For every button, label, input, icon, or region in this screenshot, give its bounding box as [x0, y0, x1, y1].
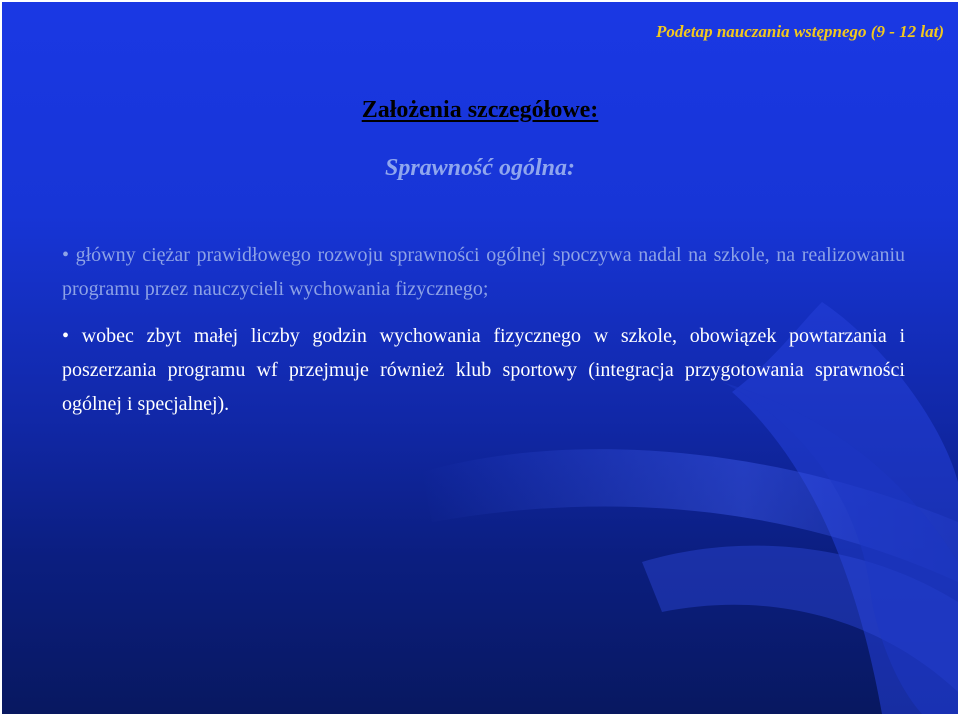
bullet-text: wobec zbyt małej liczby godzin wychowania fizycznego w szkole, obowiązek powtarzania i poszerzania programu wf przejmuje również klub sportowy (integracja przygotowania sprawności ogólnej i specjalnej).	[62, 325, 905, 415]
presentation-slide	[2, 2, 958, 714]
bullet-list	[62, 238, 905, 434]
bullet-icon: •	[62, 325, 70, 347]
bullet-icon: •	[62, 244, 70, 266]
bullet-text: główny ciężar prawidłowego rozwoju sprawności ogólnej spoczywa nadal na szkole, na realizowaniu programu przez nauczycieli wychowania fizycznego;	[62, 244, 905, 300]
slide-title: Założenia szczegółowe:	[361, 97, 599, 123]
slide-subtitle: Sprawność ogólna:	[384, 155, 576, 181]
bullet-item-1	[62, 238, 905, 306]
bullet-item-2	[62, 319, 905, 421]
lesson-stage-header: Podetap nauczania wstępnego (9 - 12 lat)	[655, 22, 944, 41]
